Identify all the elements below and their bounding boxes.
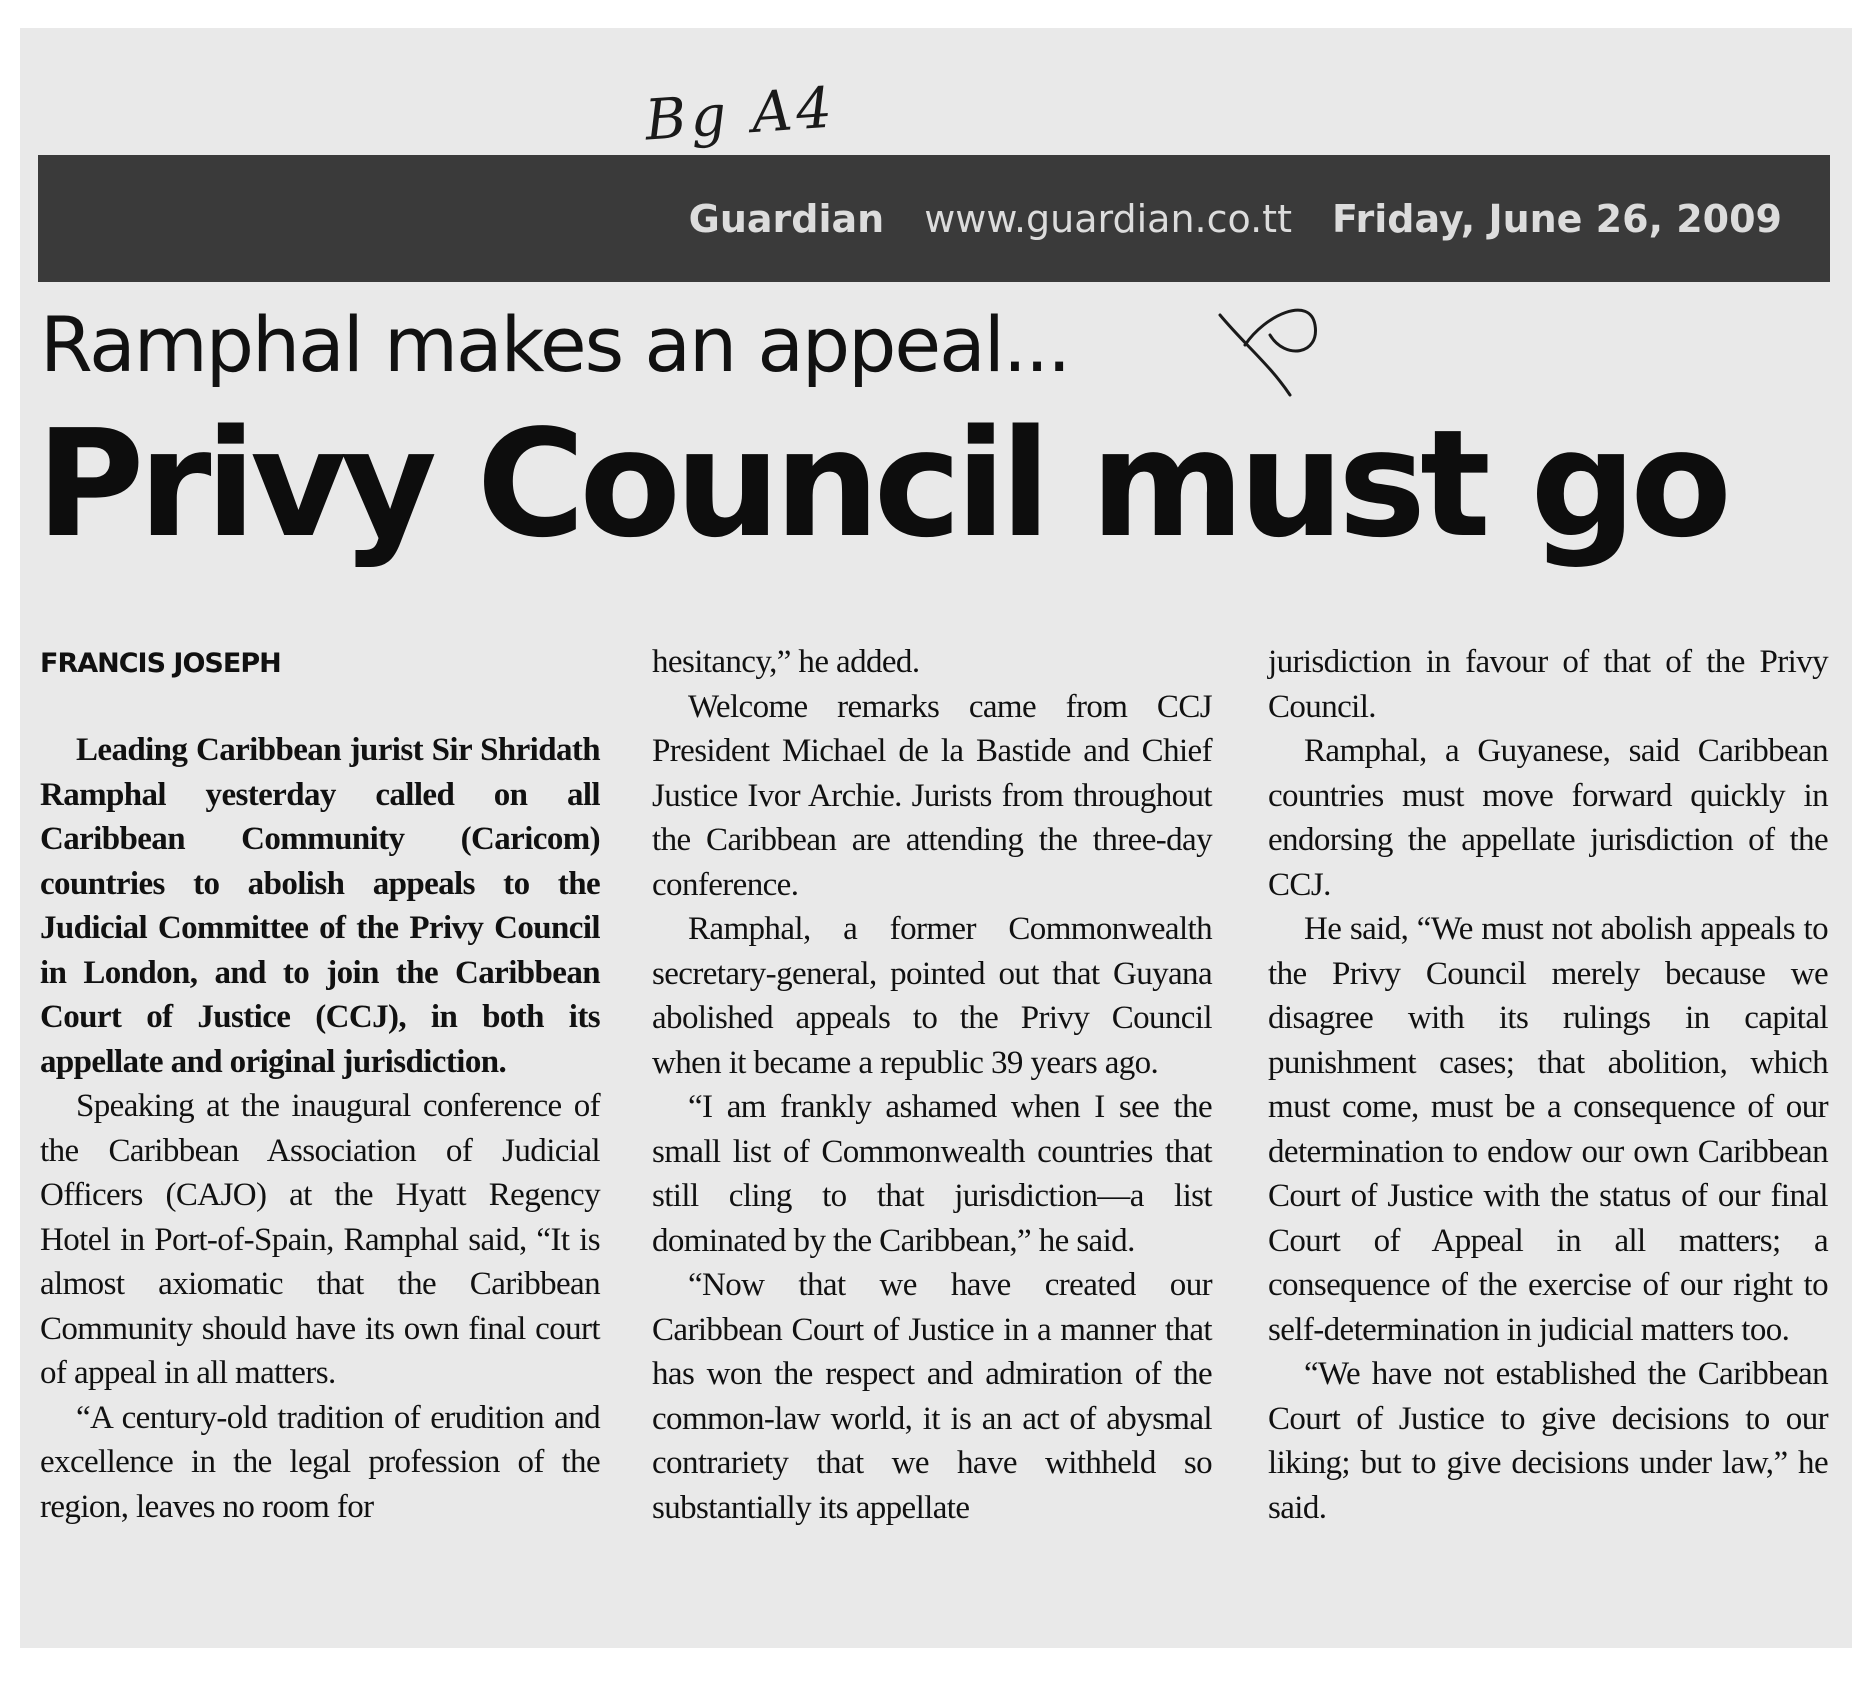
article-headline: Privy Council must go	[36, 398, 1726, 570]
handwritten-check-mark	[1215, 285, 1330, 405]
paragraph: jurisdiction in favour of that of the Privy Council.	[1268, 644, 1828, 725]
paragraph: Ramphal, a former Commonwealth secretary-general, pointed out that Guyana abolished appeals to the Privy Council when it became a republic 39 years ago.	[652, 911, 1212, 1081]
paragraph: Speaking at the inaugural conference of the Caribbean Association of Judicial Officers (CAJO) at the Hyatt Regency Hotel in Port-of-Spain, Ramphal said, “It is almost axiomatic that the Caribbean Community should have its own final court of appeal in all matters.	[40, 1088, 600, 1391]
article-kicker: Ramphal makes an appeal...	[40, 300, 1070, 389]
newspaper-url: www.guardian.co.tt	[924, 196, 1292, 241]
paragraph: “We have not established the Caribbean Court of Justice to give decisions to our liking; but to give decisions under law,” he said.	[1268, 1356, 1828, 1526]
masthead-banner	[38, 155, 1830, 282]
publication-date: Friday, June 26, 2009	[1331, 196, 1782, 241]
paragraph: hesitancy,” he added.	[652, 644, 920, 680]
handwritten-annotation: Bg A4	[642, 75, 838, 154]
paragraph: “A century-old tradition of erudition and excellence in the legal profession of the region, leaves no room for	[40, 1399, 600, 1525]
article-column-1	[40, 728, 600, 1529]
lead-paragraph: Leading Caribbean jurist Sir Shridath Ramphal yesterday called on all Caribbean Community (Caricom) countries to abolish appeals to the Judicial Committee of the Privy Council in London, and to join the Caribbean Court of Justice (CCJ), in both its appellate and original jurisdiction.	[40, 732, 600, 1080]
article-column-3	[1268, 640, 1828, 1530]
paragraph: Ramphal, a Guyanese, said Caribbean countries must move forward quickly in endorsing the appellate jurisdiction of the CCJ.	[1268, 733, 1828, 903]
paragraph: “I am frankly ashamed when I see the small list of Commonwealth countries that still cling to that jurisdiction—a list dominated by the Caribbean,” he said.	[652, 1089, 1212, 1259]
paragraph: He said, “We must not abolish appeals to the Privy Council merely because we disagree with its rulings in capital punishment cases; that abolition, which must come, must be a consequence of our determination to endow our own Caribbean Court of Justice with the status of our final Court of Appeal in all matters; a consequence of the exercise of our right to self-determination in judicial matters too.	[1268, 911, 1828, 1348]
newspaper-name: Guardian	[688, 196, 885, 241]
article-byline: FRANCIS JOSEPH	[40, 648, 281, 679]
paragraph: “Now that we have created our Caribbean Court of Justice in a manner that has won the respect and admiration of the common-law world, it is an act of abysmal contrariety that we have withheld so substantially its appellate	[652, 1267, 1212, 1526]
article-column-2	[652, 640, 1212, 1530]
paragraph: Welcome remarks came from CCJ President Michael de la Bastide and Chief Justice Ivor Archie. Jurists from throughout the Caribbean are attending the three-day conference.	[652, 688, 1212, 903]
